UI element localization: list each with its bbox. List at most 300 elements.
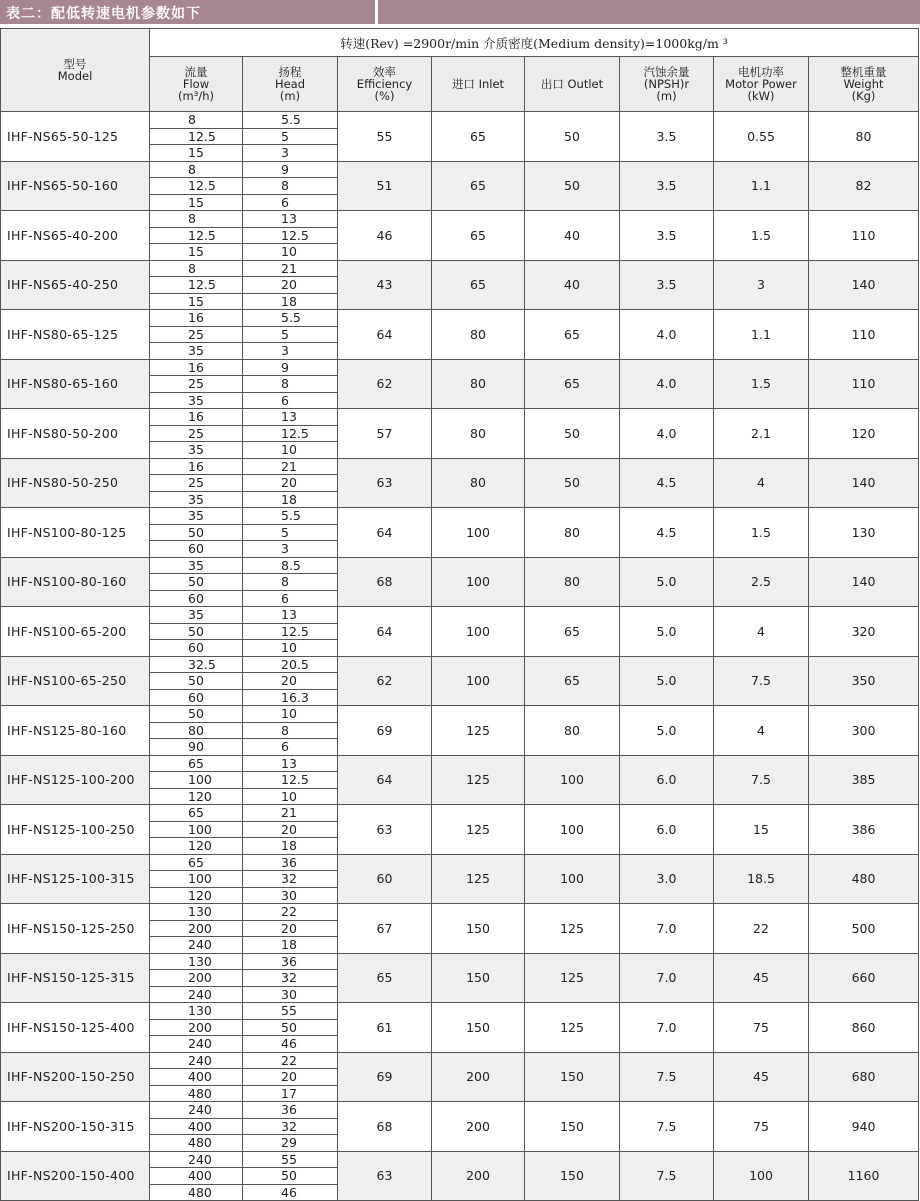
- npsh-cell: 7.0: [620, 1003, 714, 1053]
- weight-header: 整机重量 Weight (Kg): [809, 57, 919, 112]
- power-cell: 4: [714, 458, 809, 508]
- inlet-cell: 200: [432, 1052, 525, 1102]
- npsh-cell: 3.5: [620, 260, 714, 310]
- npsh-cell: 5.0: [620, 706, 714, 756]
- head-cell: 6: [243, 739, 338, 756]
- flow-cell: 200: [150, 1019, 243, 1036]
- flow-cell: 60: [150, 590, 243, 607]
- header-row-top: [1, 29, 919, 57]
- flow-cell: 65: [150, 805, 243, 822]
- outlet-cell: 65: [525, 359, 620, 409]
- weight-cell: 350: [809, 656, 919, 706]
- head-cell: 5.5: [243, 310, 338, 327]
- head-cell: 12.5: [243, 227, 338, 244]
- efficiency-cell: 57: [338, 409, 432, 459]
- flow-cell: 60: [150, 640, 243, 657]
- flow-cell: 200: [150, 970, 243, 987]
- npsh-cell: 7.5: [620, 1102, 714, 1152]
- npsh-cell: 4.0: [620, 409, 714, 459]
- inlet-cell: 100: [432, 508, 525, 558]
- table-row: [1, 805, 919, 822]
- power-cell: 1.1: [714, 161, 809, 211]
- head-cell: 55: [243, 1151, 338, 1168]
- power-cell: 75: [714, 1102, 809, 1152]
- model-cell: IHF-NS65-50-160: [1, 161, 150, 211]
- model-cell: IHF-NS100-65-200: [1, 607, 150, 657]
- outlet-cell: 40: [525, 260, 620, 310]
- head-cell: 36: [243, 953, 338, 970]
- model-cell: IHF-NS80-65-125: [1, 310, 150, 360]
- npsh-cell: 3.0: [620, 854, 714, 904]
- inlet-cell: 100: [432, 557, 525, 607]
- weight-cell: 480: [809, 854, 919, 904]
- power-cell: 2.5: [714, 557, 809, 607]
- model-cell: IHF-NS80-50-250: [1, 458, 150, 508]
- flow-cell: 35: [150, 607, 243, 624]
- efficiency-cell: 60: [338, 854, 432, 904]
- inlet-cell: 65: [432, 260, 525, 310]
- weight-cell: 660: [809, 953, 919, 1003]
- model-cell: IHF-NS100-80-160: [1, 557, 150, 607]
- head-cell: 20: [243, 821, 338, 838]
- flow-cell: 480: [150, 1135, 243, 1152]
- head-cell: 20: [243, 673, 338, 690]
- head-cell: 5.5: [243, 508, 338, 525]
- outlet-cell: 80: [525, 706, 620, 756]
- flow-cell: 480: [150, 1184, 243, 1201]
- inlet-cell: 80: [432, 310, 525, 360]
- flow-cell: 80: [150, 722, 243, 739]
- head-cell: 3: [243, 145, 338, 162]
- title-divider: [375, 0, 378, 24]
- head-cell: 13: [243, 755, 338, 772]
- model-cell: IHF-NS65-50-125: [1, 112, 150, 162]
- npsh-cell: 5.0: [620, 607, 714, 657]
- npsh-cell: 7.5: [620, 1052, 714, 1102]
- table-row: [1, 359, 919, 376]
- inlet-cell: 125: [432, 854, 525, 904]
- flow-cell: 8: [150, 161, 243, 178]
- power-cell: 1.5: [714, 211, 809, 261]
- head-cell: 30: [243, 887, 338, 904]
- head-cell: 20.5: [243, 656, 338, 673]
- table-row: [1, 409, 919, 426]
- efficiency-cell: 51: [338, 161, 432, 211]
- outlet-cell: 100: [525, 854, 620, 904]
- flow-cell: 240: [150, 1036, 243, 1053]
- npsh-cell: 4.0: [620, 310, 714, 360]
- flow-cell: 240: [150, 986, 243, 1003]
- head-cell: 18: [243, 293, 338, 310]
- npsh-cell: 3.5: [620, 112, 714, 162]
- inlet-cell: 65: [432, 211, 525, 261]
- efficiency-cell: 64: [338, 607, 432, 657]
- flow-cell: 12.5: [150, 178, 243, 195]
- table-row: [1, 112, 919, 129]
- weight-cell: 385: [809, 755, 919, 805]
- efficiency-cell: 67: [338, 904, 432, 954]
- head-cell: 9: [243, 359, 338, 376]
- outlet-cell: 50: [525, 112, 620, 162]
- model-cell: IHF-NS100-65-250: [1, 656, 150, 706]
- efficiency-cell: 61: [338, 1003, 432, 1053]
- page-title: 表二：配低转速电机参数如下: [6, 6, 201, 22]
- model-cell: IHF-NS125-100-250: [1, 805, 150, 855]
- efficiency-cell: 43: [338, 260, 432, 310]
- head-cell: 8: [243, 722, 338, 739]
- flow-cell: 25: [150, 376, 243, 393]
- head-cell: 50: [243, 1019, 338, 1036]
- efficiency-cell: 63: [338, 1151, 432, 1201]
- flow-cell: 12.5: [150, 277, 243, 294]
- power-cell: 0.55: [714, 112, 809, 162]
- power-cell: 1.1: [714, 310, 809, 360]
- model-cell: IHF-NS80-65-160: [1, 359, 150, 409]
- efficiency-cell: 55: [338, 112, 432, 162]
- flow-cell: 12.5: [150, 227, 243, 244]
- efficiency-cell: 46: [338, 211, 432, 261]
- head-cell: 50: [243, 1168, 338, 1185]
- weight-cell: 110: [809, 359, 919, 409]
- power-cell: 4: [714, 607, 809, 657]
- efficiency-cell: 64: [338, 508, 432, 558]
- inlet-cell: 80: [432, 359, 525, 409]
- weight-cell: 680: [809, 1052, 919, 1102]
- npsh-cell: 4.5: [620, 458, 714, 508]
- outlet-cell: 65: [525, 310, 620, 360]
- flow-cell: 240: [150, 937, 243, 954]
- inlet-cell: 65: [432, 161, 525, 211]
- flow-cell: 15: [150, 194, 243, 211]
- flow-cell: 480: [150, 1085, 243, 1102]
- flow-cell: 25: [150, 425, 243, 442]
- head-cell: 30: [243, 986, 338, 1003]
- head-cell: 32: [243, 1118, 338, 1135]
- conditions-header: 转速(Rev) =2900r/min 介质密度(Medium density)=1000kg/m ³: [150, 29, 919, 57]
- model-cell: IHF-NS125-100-315: [1, 854, 150, 904]
- flow-cell: 50: [150, 673, 243, 690]
- head-cell: 36: [243, 1102, 338, 1119]
- head-cell: 5: [243, 524, 338, 541]
- flow-cell: 130: [150, 1003, 243, 1020]
- weight-cell: 300: [809, 706, 919, 756]
- flow-cell: 60: [150, 689, 243, 706]
- weight-cell: 82: [809, 161, 919, 211]
- table-row: [1, 607, 919, 624]
- table-row: [1, 904, 919, 921]
- outlet-cell: 65: [525, 607, 620, 657]
- flow-cell: 12.5: [150, 128, 243, 145]
- power-cell: 2.1: [714, 409, 809, 459]
- inlet-cell: 150: [432, 1003, 525, 1053]
- weight-cell: 140: [809, 557, 919, 607]
- head-cell: 5: [243, 128, 338, 145]
- head-cell: 13: [243, 211, 338, 228]
- head-cell: 8.5: [243, 557, 338, 574]
- head-cell: 36: [243, 854, 338, 871]
- head-cell: 12.5: [243, 623, 338, 640]
- inlet-cell: 150: [432, 904, 525, 954]
- head-cell: 5: [243, 326, 338, 343]
- flow-cell: 16: [150, 409, 243, 426]
- head-cell: 32: [243, 970, 338, 987]
- flow-cell: 130: [150, 953, 243, 970]
- head-cell: 10: [243, 442, 338, 459]
- head-cell: 29: [243, 1135, 338, 1152]
- head-cell: 13: [243, 409, 338, 426]
- efficiency-cell: 69: [338, 1052, 432, 1102]
- outlet-cell: 50: [525, 458, 620, 508]
- efficiency-cell: 64: [338, 310, 432, 360]
- head-cell: 20: [243, 277, 338, 294]
- head-cell: 13: [243, 607, 338, 624]
- inlet-cell: 80: [432, 458, 525, 508]
- inlet-cell: 65: [432, 112, 525, 162]
- head-cell: 55: [243, 1003, 338, 1020]
- flow-cell: 400: [150, 1168, 243, 1185]
- weight-cell: 386: [809, 805, 919, 855]
- model-cell: IHF-NS200-150-315: [1, 1102, 150, 1152]
- inlet-cell: 125: [432, 805, 525, 855]
- outlet-cell: 150: [525, 1102, 620, 1152]
- flow-cell: 50: [150, 524, 243, 541]
- head-cell: 3: [243, 343, 338, 360]
- head-cell: 22: [243, 1052, 338, 1069]
- flow-cell: 35: [150, 392, 243, 409]
- flow-cell: 25: [150, 326, 243, 343]
- flow-cell: 60: [150, 541, 243, 558]
- table-row: [1, 161, 919, 178]
- weight-cell: 140: [809, 458, 919, 508]
- power-cell: 18.5: [714, 854, 809, 904]
- model-cell: IHF-NS150-125-315: [1, 953, 150, 1003]
- weight-cell: 80: [809, 112, 919, 162]
- head-cell: 21: [243, 458, 338, 475]
- npsh-cell: 7.0: [620, 953, 714, 1003]
- model-header: 型号 Model: [1, 29, 150, 112]
- power-cell: 1.5: [714, 359, 809, 409]
- flow-cell: 35: [150, 557, 243, 574]
- model-cell: IHF-NS150-125-250: [1, 904, 150, 954]
- model-cell: IHF-NS200-150-250: [1, 1052, 150, 1102]
- weight-cell: 110: [809, 310, 919, 360]
- model-cell: IHF-NS150-125-400: [1, 1003, 150, 1053]
- table-row: [1, 1003, 919, 1020]
- head-cell: 10: [243, 706, 338, 723]
- inlet-cell: 80: [432, 409, 525, 459]
- outlet-cell: 50: [525, 409, 620, 459]
- power-cell: 7.5: [714, 656, 809, 706]
- flow-cell: 16: [150, 310, 243, 327]
- flow-cell: 50: [150, 574, 243, 591]
- head-cell: 18: [243, 491, 338, 508]
- npsh-header: 汽蚀余量 (NPSH)r (m): [620, 57, 714, 112]
- outlet-cell: 150: [525, 1052, 620, 1102]
- efficiency-cell: 63: [338, 458, 432, 508]
- weight-cell: 320: [809, 607, 919, 657]
- weight-cell: 120: [809, 409, 919, 459]
- model-cell: IHF-NS65-40-200: [1, 211, 150, 261]
- head-cell: 10: [243, 244, 338, 261]
- inlet-cell: 125: [432, 706, 525, 756]
- flow-cell: 25: [150, 475, 243, 492]
- head-header: 扬程 Head (m): [243, 57, 338, 112]
- outlet-cell: 65: [525, 656, 620, 706]
- outlet-cell: 125: [525, 1003, 620, 1053]
- flow-cell: 90: [150, 739, 243, 756]
- outlet-header: 出口 Outlet: [525, 57, 620, 112]
- flow-cell: 240: [150, 1151, 243, 1168]
- flow-cell: 100: [150, 772, 243, 789]
- head-cell: 32: [243, 871, 338, 888]
- title-bar: [0, 0, 920, 24]
- outlet-cell: 100: [525, 755, 620, 805]
- flow-cell: 15: [150, 145, 243, 162]
- model-cell: IHF-NS100-80-125: [1, 508, 150, 558]
- head-cell: 5.5: [243, 112, 338, 129]
- outlet-cell: 40: [525, 211, 620, 261]
- model-cell: IHF-NS80-50-200: [1, 409, 150, 459]
- flow-cell: 50: [150, 706, 243, 723]
- power-cell: 3: [714, 260, 809, 310]
- npsh-cell: 7.5: [620, 1151, 714, 1201]
- table-row: [1, 755, 919, 772]
- outlet-cell: 100: [525, 805, 620, 855]
- head-cell: 18: [243, 838, 338, 855]
- pump-spec-table: [0, 28, 919, 1201]
- head-cell: 3: [243, 541, 338, 558]
- flow-cell: 8: [150, 260, 243, 277]
- efficiency-cell: 62: [338, 359, 432, 409]
- table-row: [1, 211, 919, 228]
- weight-cell: 110: [809, 211, 919, 261]
- table-row: [1, 1052, 919, 1069]
- head-cell: 46: [243, 1036, 338, 1053]
- flow-cell: 400: [150, 1118, 243, 1135]
- outlet-cell: 125: [525, 904, 620, 954]
- table-row: [1, 953, 919, 970]
- flow-cell: 120: [150, 887, 243, 904]
- efficiency-cell: 63: [338, 805, 432, 855]
- model-cell: IHF-NS200-150-400: [1, 1151, 150, 1201]
- table-row: [1, 656, 919, 673]
- flow-cell: 8: [150, 112, 243, 129]
- flow-cell: 65: [150, 854, 243, 871]
- model-cell: IHF-NS65-40-250: [1, 260, 150, 310]
- flow-cell: 16: [150, 359, 243, 376]
- head-cell: 17: [243, 1085, 338, 1102]
- flow-cell: 35: [150, 442, 243, 459]
- inlet-header: 进口 Inlet: [432, 57, 525, 112]
- flow-cell: 8: [150, 211, 243, 228]
- outlet-cell: 125: [525, 953, 620, 1003]
- power-cell: 45: [714, 953, 809, 1003]
- efficiency-cell: 68: [338, 1102, 432, 1152]
- table-body: [1, 112, 919, 1201]
- npsh-cell: 3.5: [620, 211, 714, 261]
- power-cell: 1.5: [714, 508, 809, 558]
- table-row: [1, 508, 919, 525]
- flow-cell: 100: [150, 821, 243, 838]
- flow-cell: 50: [150, 623, 243, 640]
- flow-cell: 15: [150, 244, 243, 261]
- npsh-cell: 3.5: [620, 161, 714, 211]
- head-cell: 46: [243, 1184, 338, 1201]
- npsh-cell: 5.0: [620, 557, 714, 607]
- table-row: [1, 458, 919, 475]
- efficiency-cell: 65: [338, 953, 432, 1003]
- inlet-cell: 100: [432, 607, 525, 657]
- npsh-cell: 6.0: [620, 805, 714, 855]
- head-cell: 8: [243, 178, 338, 195]
- inlet-cell: 200: [432, 1151, 525, 1201]
- inlet-cell: 100: [432, 656, 525, 706]
- flow-cell: 16: [150, 458, 243, 475]
- npsh-cell: 7.0: [620, 904, 714, 954]
- head-cell: 6: [243, 590, 338, 607]
- power-cell: 15: [714, 805, 809, 855]
- npsh-cell: 5.0: [620, 656, 714, 706]
- table-row: [1, 557, 919, 574]
- head-cell: 6: [243, 194, 338, 211]
- efficiency-header: 效率 Efficiency (%): [338, 57, 432, 112]
- flow-cell: 400: [150, 1069, 243, 1086]
- outlet-cell: 80: [525, 508, 620, 558]
- outlet-cell: 150: [525, 1151, 620, 1201]
- head-cell: 21: [243, 260, 338, 277]
- head-cell: 10: [243, 640, 338, 657]
- outlet-cell: 50: [525, 161, 620, 211]
- efficiency-cell: 69: [338, 706, 432, 756]
- flow-cell: 240: [150, 1052, 243, 1069]
- power-cell: 7.5: [714, 755, 809, 805]
- flow-cell: 15: [150, 293, 243, 310]
- flow-cell: 35: [150, 343, 243, 360]
- head-cell: 9: [243, 161, 338, 178]
- head-cell: 16.3: [243, 689, 338, 706]
- flow-cell: 35: [150, 508, 243, 525]
- power-cell: 22: [714, 904, 809, 954]
- flow-cell: 120: [150, 788, 243, 805]
- table-row: [1, 260, 919, 277]
- inlet-cell: 125: [432, 755, 525, 805]
- efficiency-cell: 64: [338, 755, 432, 805]
- model-cell: IHF-NS125-80-160: [1, 706, 150, 756]
- power-header: 电机功率 Motor Power (kW): [714, 57, 809, 112]
- table-row: [1, 310, 919, 327]
- head-cell: 8: [243, 376, 338, 393]
- table-row: [1, 854, 919, 871]
- table-row: [1, 1151, 919, 1168]
- model-cell: IHF-NS125-100-200: [1, 755, 150, 805]
- inlet-cell: 200: [432, 1102, 525, 1152]
- npsh-cell: 4.0: [620, 359, 714, 409]
- weight-cell: 860: [809, 1003, 919, 1053]
- efficiency-cell: 62: [338, 656, 432, 706]
- flow-cell: 100: [150, 871, 243, 888]
- head-cell: 21: [243, 805, 338, 822]
- flow-cell: 35: [150, 491, 243, 508]
- head-cell: 18: [243, 937, 338, 954]
- npsh-cell: 6.0: [620, 755, 714, 805]
- table-row: [1, 706, 919, 723]
- npsh-cell: 4.5: [620, 508, 714, 558]
- weight-cell: 130: [809, 508, 919, 558]
- head-cell: 20: [243, 1069, 338, 1086]
- flow-cell: 200: [150, 920, 243, 937]
- inlet-cell: 150: [432, 953, 525, 1003]
- outlet-cell: 80: [525, 557, 620, 607]
